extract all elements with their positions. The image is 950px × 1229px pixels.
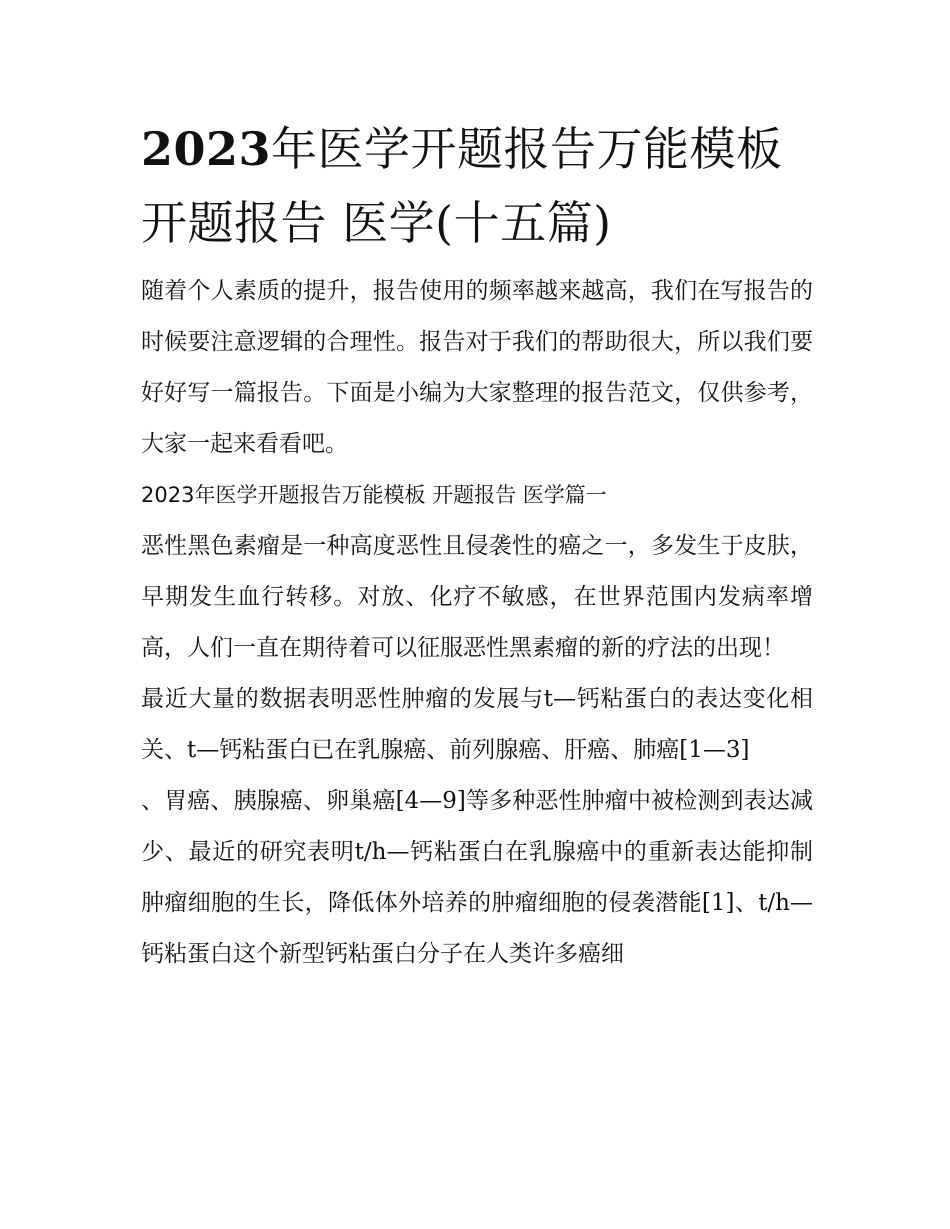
title-line-2: 开题报告 医学(十五篇) [141, 196, 612, 250]
section-heading: 2023年医学开题报告万能模板 开题报告 医学篇一 [141, 483, 607, 507]
body-paragraph-2: 最近大量的数据表明恶性肿瘤的发展与t—钙粘蛋白的表达变化相关、t—钙粘蛋白已在乳腺癌、前列腺癌、肝癌、肺癌[1—3] [141, 686, 813, 763]
title-line-1-text: 年医学开题报告万能模板 [271, 122, 783, 176]
document-body [141, 112, 813, 980]
document-title [141, 112, 813, 260]
body-paragraph-1: 恶性黑色素瘤是一种高度恶性且侵袭性的癌之一，多发生于皮肤，早期发生血行转移。对放、化疗不敏感，在世界范围内发病率增高，人们一直在期待着可以征服恶性黑素瘤的新的疗法的出现！ [141, 533, 813, 661]
intro-paragraph: 随着个人素质的提升，报告使用的频率越来越高，我们在写报告的时候要注意逻辑的合理性。报告对于我们的帮助很大，所以我们要好好写一篇报告。下面是小编为大家整理的报告范文，仅供参考，大家一起来看看吧。 [141, 278, 813, 457]
body-paragraph-3: 、胃癌、胰腺癌、卵巢癌[4—9]等多种恶性肿瘤中被检测到表达减少、最近的研究表明t/h—钙粘蛋白在乳腺癌中的重新表达能抑制肿瘤细胞的生长，降低体外培养的肿瘤细胞的侵袭潜能[1]、t/h—钙粘蛋白这个新型钙粘蛋白分子在人类许多癌细 [141, 788, 813, 967]
title-year: 2023 [141, 122, 272, 176]
title-line-1 [141, 112, 813, 186]
